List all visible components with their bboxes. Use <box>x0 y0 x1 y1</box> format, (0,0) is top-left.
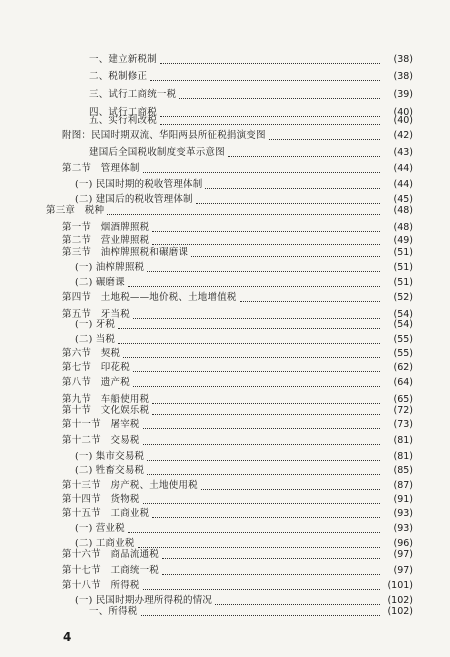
toc-entry-title: 第二节 管理体制 <box>62 163 140 174</box>
toc-entry-page: (51) <box>393 277 413 288</box>
toc-entry-page: (51) <box>393 247 413 258</box>
dot-leader <box>128 286 380 287</box>
dot-leader <box>205 188 380 189</box>
dot-leader <box>269 139 380 140</box>
dot-leader <box>160 124 380 125</box>
toc-entry-page: (45) <box>393 194 413 205</box>
toc-entry-page: (87) <box>393 480 413 491</box>
dot-leader <box>123 357 380 358</box>
toc-entry-page: (48) <box>393 222 413 233</box>
toc-entry-page: (51) <box>393 262 413 273</box>
toc-entry-title: 第十六节 商品流通税 <box>62 549 160 560</box>
toc-entry-page: (102) <box>387 606 413 617</box>
dot-leader <box>201 489 380 490</box>
dot-leader <box>147 460 380 461</box>
toc-entry <box>75 333 413 347</box>
toc-entry <box>89 114 413 128</box>
toc-entry-title: 第十三节 房产税、土地使用税 <box>62 480 198 491</box>
dot-leader <box>147 271 380 272</box>
toc-entry-page: (93) <box>393 508 413 519</box>
toc-entry-title: 第三章 税种 <box>46 205 105 216</box>
toc-entry <box>62 548 413 562</box>
toc-entry <box>62 434 413 448</box>
toc-entry-page: (91) <box>393 494 413 505</box>
toc-entry <box>75 276 413 290</box>
toc-entry-title: 第十节 文化娱乐税 <box>62 405 150 416</box>
toc-entry-page: (49) <box>393 235 413 246</box>
toc-entry <box>75 318 413 332</box>
dot-leader <box>107 214 380 215</box>
toc-entry <box>62 162 413 176</box>
toc-entry-page: (52) <box>393 292 413 303</box>
dot-leader <box>133 386 380 387</box>
dot-leader <box>152 244 380 245</box>
toc-entry-title: (一) 集市交易税 <box>75 451 145 462</box>
toc-entry <box>62 579 413 593</box>
dot-leader <box>191 256 380 257</box>
dot-leader <box>162 558 380 559</box>
toc-entry-title: 第四节 土地税——地价税、土地增值税 <box>62 292 237 303</box>
toc-entry-title: 第二节 营业牌照税 <box>62 235 150 246</box>
dot-leader <box>118 343 380 344</box>
toc-entry <box>75 261 413 275</box>
toc-entry-title: (一) 民国时期的税收管理体制 <box>75 179 203 190</box>
toc-entry-title: 第七节 印花税 <box>62 362 130 373</box>
toc-entry-title: 第十四节 货物税 <box>62 494 140 505</box>
toc-entry <box>62 291 413 305</box>
toc-entry-page: (85) <box>393 465 413 476</box>
dot-leader <box>228 156 380 157</box>
toc-entry-page: (39) <box>393 89 413 100</box>
toc-entry-title: (二) 工商业税 <box>75 538 135 549</box>
toc-entry <box>62 418 413 432</box>
toc-entry-title: 一、所得税 <box>89 606 138 617</box>
dot-leader <box>147 474 380 475</box>
toc-entry-page: (97) <box>393 565 413 576</box>
toc-entry <box>75 464 413 478</box>
toc-entry-title: 一、建立新税制 <box>89 54 157 65</box>
toc-entry <box>46 204 413 218</box>
dot-leader <box>152 517 380 518</box>
toc-entry-page: (54) <box>393 309 413 320</box>
toc-entry <box>62 376 413 390</box>
toc-entry <box>62 404 413 418</box>
toc-entry-page: (101) <box>387 580 413 591</box>
toc-entry-page: (48) <box>393 205 413 216</box>
toc-entry <box>62 347 413 361</box>
toc-entry-page: (64) <box>393 377 413 388</box>
toc-entry <box>62 479 413 493</box>
toc-entry-title: 第十八节 所得税 <box>62 580 140 591</box>
toc-entry-title: 建国后全国税收制度变革示意图 <box>89 147 225 158</box>
dot-leader <box>143 428 380 429</box>
toc-entry-title: (二) 碾磨课 <box>75 277 125 288</box>
toc-entry-title: 第十一节 屠宰税 <box>62 419 140 430</box>
dot-leader <box>160 63 380 64</box>
toc-entry-title: 三、试行工商统一税 <box>89 89 177 100</box>
toc-entry-title: 第十二节 交易税 <box>62 435 140 446</box>
toc-entry-title: 第十七节 工商统一税 <box>62 565 160 576</box>
toc-entry-page: (54) <box>393 319 413 330</box>
toc-entry <box>62 493 413 507</box>
toc-entry-page: (62) <box>393 362 413 373</box>
toc-entry-page: (55) <box>393 334 413 345</box>
toc-entry <box>89 88 413 102</box>
toc-entry-page: (40) <box>393 115 413 126</box>
dot-leader <box>133 371 380 372</box>
toc-entry-title: 四、试行工商税 <box>89 107 157 118</box>
toc-entry-title: (二) 当税 <box>75 334 116 345</box>
toc-entry-title: (一) 民国时期办理所得税的情况 <box>75 595 213 606</box>
toc-entry-title: (一) 营业税 <box>75 523 125 534</box>
toc-entry-title: 第三节 油榨牌照税和碾磨课 <box>62 247 189 258</box>
toc-entry <box>89 53 413 67</box>
toc-entry-title: 五、实行利改税 <box>89 115 157 126</box>
toc-entry-page: (72) <box>393 405 413 416</box>
toc-entry <box>62 221 413 235</box>
toc-entry-title: (二) 牲畜交易税 <box>75 465 145 476</box>
toc-entry-page: (81) <box>393 451 413 462</box>
toc-entry <box>89 605 413 619</box>
toc-entry <box>75 450 413 464</box>
toc-entry-page: (93) <box>393 523 413 534</box>
toc-entry-title: 第十五节 工商业税 <box>62 508 150 519</box>
toc-entry-page: (38) <box>393 71 413 82</box>
dot-leader <box>118 328 380 329</box>
dot-leader <box>179 98 380 99</box>
dot-leader <box>143 503 380 504</box>
toc-entry-title: (一) 牙税 <box>75 319 116 330</box>
toc-entry-page: (40) <box>393 107 413 118</box>
toc-entry <box>62 361 413 375</box>
toc-entry-title: 第一节 烟酒牌照税 <box>62 222 150 233</box>
dot-leader <box>240 301 380 302</box>
toc-entry-title: 二、税制修正 <box>89 71 148 82</box>
toc-entry-page: (96) <box>393 538 413 549</box>
toc-entry-page: (97) <box>393 549 413 560</box>
toc-entry-page: (44) <box>393 163 413 174</box>
dot-leader <box>143 444 380 445</box>
toc-entry <box>75 178 413 192</box>
dot-leader <box>128 532 380 533</box>
dot-leader <box>152 231 380 232</box>
toc-entry <box>89 146 413 160</box>
toc-entry-title: 附图：民国时期双流、华阳两县所征税捐演变图 <box>62 130 266 141</box>
toc-entry <box>62 246 413 260</box>
toc-entry-title: (一) 油榨牌照税 <box>75 262 145 273</box>
toc-entry-page: (44) <box>393 179 413 190</box>
toc-entry-title: (二) 建国后的税收管理体制 <box>75 194 193 205</box>
toc-entry-title: 第六节 契税 <box>62 348 121 359</box>
toc-entry <box>89 70 413 84</box>
toc-entry-title: 第九节 车船使用税 <box>62 394 150 405</box>
toc-entry <box>62 129 413 143</box>
toc-entry <box>62 507 413 521</box>
dot-leader <box>143 589 380 590</box>
dot-leader <box>152 414 380 415</box>
toc-entry <box>75 522 413 536</box>
toc-entry-page: (42) <box>393 130 413 141</box>
dot-leader <box>150 80 380 81</box>
toc-entry-page: (102) <box>387 595 413 606</box>
toc-entry-title: 第五节 牙当税 <box>62 309 130 320</box>
toc-entry-page: (73) <box>393 419 413 430</box>
toc-entry-page: (55) <box>393 348 413 359</box>
page-number: 4 <box>63 630 72 644</box>
toc-entry-page: (81) <box>393 435 413 446</box>
dot-leader <box>162 574 380 575</box>
toc-entry-page: (43) <box>393 147 413 158</box>
dot-leader <box>141 615 380 616</box>
toc-entry-page: (65) <box>393 394 413 405</box>
toc-entry <box>62 564 413 578</box>
toc-entry-title: 第八节 遗产税 <box>62 377 130 388</box>
toc-entry-page: (38) <box>393 54 413 65</box>
dot-leader <box>143 172 380 173</box>
